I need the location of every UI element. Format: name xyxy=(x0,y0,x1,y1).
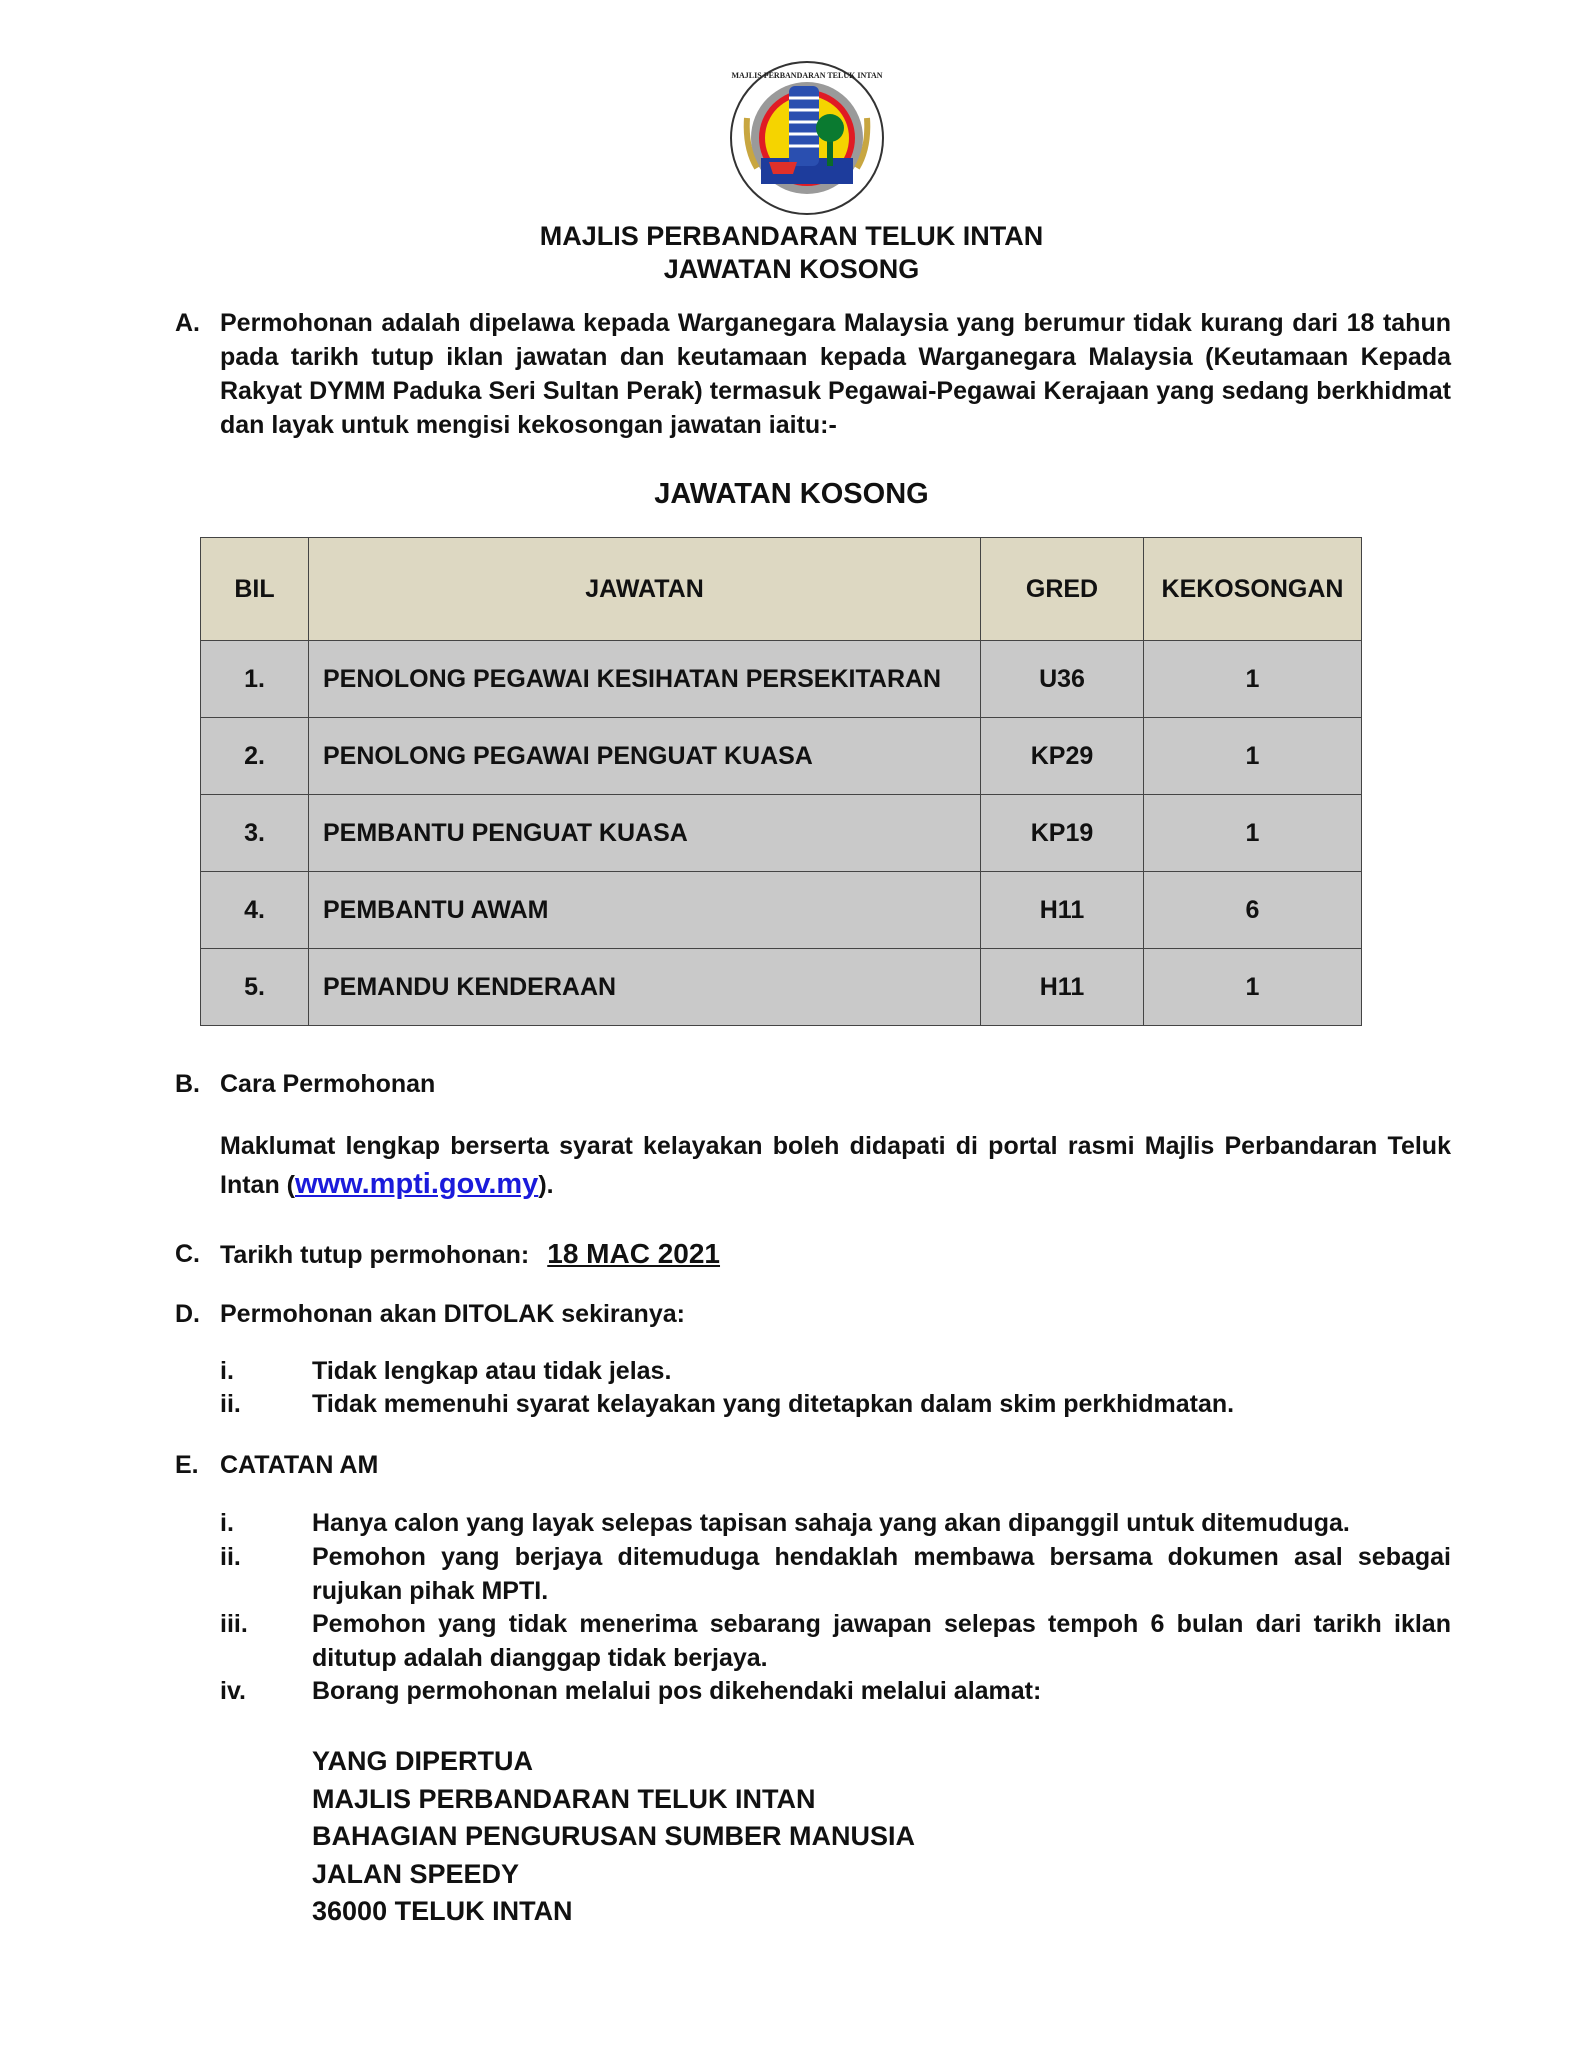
list-number: iv. xyxy=(220,1677,246,1705)
list-number: ii. xyxy=(220,1390,241,1418)
list-item: Tidak lengkap atau tidak jelas. xyxy=(312,1357,672,1385)
cell-kekosongan: 6 xyxy=(1144,872,1362,949)
cell-jawatan: PENOLONG PEGAWAI KESIHATAN PERSEKITARAN xyxy=(309,641,981,718)
list-number: i. xyxy=(220,1357,234,1385)
list-number: iii. xyxy=(220,1610,248,1638)
cell-jawatan: PENOLONG PEGAWAI PENGUAT KUASA xyxy=(309,718,981,795)
list-item: Pemohon yang berjaya ditemuduga hendaklah membawa bersama dokumen asal sebagai rujukan pihak MPTI. xyxy=(312,1543,1451,1605)
cell-jawatan: PEMBANTU PENGUAT KUASA xyxy=(309,795,981,872)
section-d-label: D. xyxy=(175,1300,200,1328)
list-item: Borang permohonan melalui pos dikehendaki melalui alamat: xyxy=(312,1677,1042,1705)
table-row xyxy=(201,641,1362,718)
table-row xyxy=(201,795,1362,872)
cell-jawatan: PEMBANTU AWAM xyxy=(309,872,981,949)
cell-gred: H11 xyxy=(981,872,1144,949)
table-row xyxy=(201,872,1362,949)
address-line: MAJLIS PERBANDARAN TELUK INTAN xyxy=(312,1783,816,1814)
council-logo xyxy=(727,58,887,218)
cell-kekosongan: 1 xyxy=(1144,718,1362,795)
svg-text:MAJLIS PERBANDARAN TELUK INTAN: MAJLIS PERBANDARAN TELUK INTAN xyxy=(731,71,883,80)
vacancy-table xyxy=(200,537,1362,1026)
header-kekosongan: KEKOSONGAN xyxy=(1144,538,1362,641)
portal-link[interactable]: www.mpti.gov.my xyxy=(295,1168,539,1200)
page-title: JAWATAN KOSONG xyxy=(663,254,920,284)
cell-kekosongan: 1 xyxy=(1144,795,1362,872)
section-c-label: C. xyxy=(175,1240,200,1268)
cell-gred: U36 xyxy=(981,641,1144,718)
cell-bil: 3. xyxy=(201,795,309,872)
list-number: ii. xyxy=(220,1543,241,1571)
section-b-label: B. xyxy=(175,1070,200,1098)
list-number: i. xyxy=(220,1509,234,1537)
section-b-tail: ). xyxy=(538,1171,554,1199)
table-title: JAWATAN KOSONG xyxy=(654,478,929,510)
cell-gred: H11 xyxy=(981,949,1144,1026)
table-row xyxy=(201,949,1362,1026)
list-item: Tidak memenuhi syarat kelayakan yang ditetapkan dalam skim perkhidmatan. xyxy=(312,1390,1235,1418)
section-d-heading: Permohonan akan DITOLAK sekiranya: xyxy=(220,1300,685,1328)
cell-jawatan: PEMANDU KENDERAAN xyxy=(309,949,981,1026)
list-item: Pemohon yang tidak menerima sebarang jawapan selepas tempoh 6 bulan dari tarikh iklan ditutup adalah dianggap tidak berjaya. xyxy=(312,1610,1451,1672)
section-e-heading: CATATAN AM xyxy=(220,1451,379,1479)
table-row xyxy=(201,718,1362,795)
table-header-row xyxy=(201,538,1362,641)
cell-kekosongan: 1 xyxy=(1144,641,1362,718)
section-a-label: A. xyxy=(175,309,200,337)
header-jawatan: JAWATAN xyxy=(309,538,981,641)
section-a-text: Permohonan adalah dipelawa kepada Warganegara Malaysia yang berumur tidak kurang dari 18 tahun pada tarikh tutup iklan jawatan dan keutamaan kepada Warganegara Malaysia (Keutamaan Kepada Rakyat DYMM Paduka Seri Sultan Perak) termasuk Pegawai-Pegawai Kerajaan yang sedang berkhidmat dan layak untuk mengisi kekosongan jawatan iaitu:- xyxy=(220,309,1451,439)
header-gred: GRED xyxy=(981,538,1144,641)
cell-gred: KP19 xyxy=(981,795,1144,872)
address-line: BAHAGIAN PENGURUSAN SUMBER MANUSIA xyxy=(312,1821,916,1851)
section-b-text xyxy=(220,1127,1451,1204)
mailing-address xyxy=(312,1743,915,1931)
section-b-heading: Cara Permohonan xyxy=(220,1070,436,1098)
organization-title: MAJLIS PERBANDARAN TELUK INTAN xyxy=(539,221,1044,251)
closing-date-label: Tarikh tutup permohonan: xyxy=(220,1241,530,1269)
list-item: Hanya calon yang layak selepas tapisan sahaja yang akan dipanggil untuk ditemuduga. xyxy=(312,1509,1350,1537)
section-b-body: Maklumat lengkap berserta syarat kelayakan boleh didapati di portal rasmi Majlis Perbandaran Teluk Intan ( xyxy=(220,1132,1451,1199)
section-e-label: E. xyxy=(175,1451,199,1479)
cell-gred: KP29 xyxy=(981,718,1144,795)
cell-kekosongan: 1 xyxy=(1144,949,1362,1026)
address-line: 36000 TELUK INTAN xyxy=(312,1896,573,1926)
cell-bil: 2. xyxy=(201,718,309,795)
address-line: JALAN SPEEDY xyxy=(312,1858,520,1889)
header-bil: BIL xyxy=(201,538,309,641)
cell-bil: 4. xyxy=(201,872,309,949)
closing-date: 18 MAC 2021 xyxy=(547,1238,721,1269)
address-line: YANG DIPERTUA xyxy=(312,1746,534,1776)
cell-bil: 1. xyxy=(201,641,309,718)
cell-bil: 5. xyxy=(201,949,309,1026)
